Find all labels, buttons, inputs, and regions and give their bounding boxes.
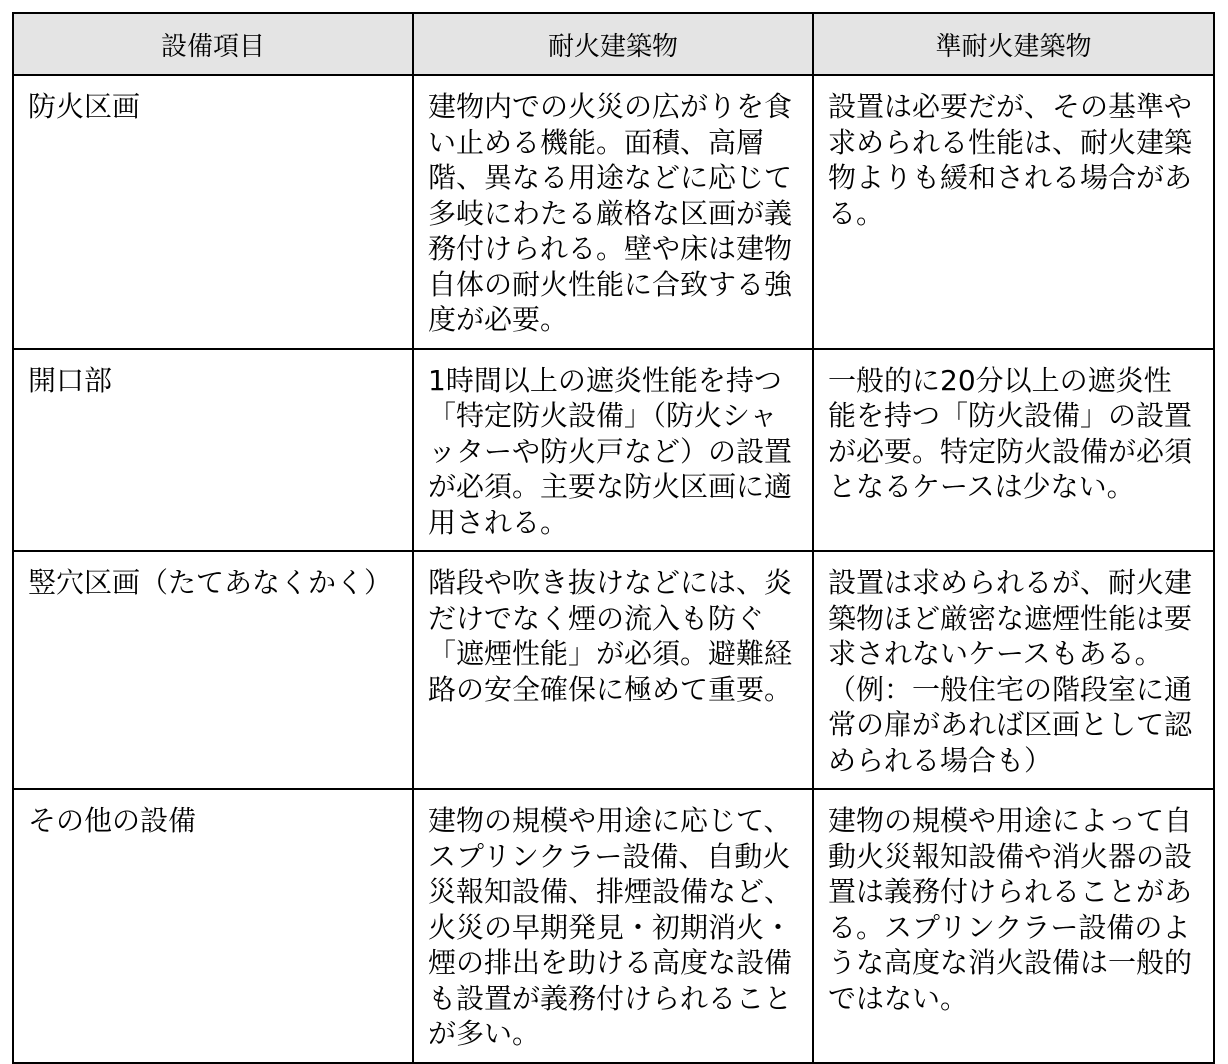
cell-item: 防火区画 [13, 75, 413, 349]
cell-item: 開口部 [13, 349, 413, 552]
header-fireproof-building: 耐火建築物 [413, 13, 813, 75]
comparison-table [12, 12, 1215, 1064]
cell-fireproof: 階段や吹き抜けなどには、炎だけでなく煙の流入も防ぐ「遮煙性能」が必須。避難経路の安全確保に極めて重要。 [413, 551, 813, 789]
comparison-table-wrapper [12, 12, 1215, 1064]
header-equipment-item: 設備項目 [13, 13, 413, 75]
header-quasi-fireproof-building: 準耐火建築物 [813, 13, 1214, 75]
table-row [13, 789, 1214, 1063]
table-row [13, 551, 1214, 789]
cell-fireproof: 建物の規模や用途に応じて、スプリンクラー設備、自動火災報知設備、排煙設備など、火災の早期発見・初期消火・煙の排出を助ける高度な設備も設置が義務付けられることが多い。 [413, 789, 813, 1063]
cell-fireproof: 建物内での火災の広がりを食い止める機能。面積、高層階、異なる用途などに応じて多岐にわたる厳格な区画が義務付けられる。壁や床は建物自体の耐火性能に合致する強度が必要。 [413, 75, 813, 349]
cell-quasi-fireproof: 設置は求められるが、耐火建築物ほど厳密な遮煙性能は要求されないケースもある。（例：一般住宅の階段室に通常の扉があれば区画として認められる場合も） [813, 551, 1214, 789]
table-row [13, 75, 1214, 349]
cell-fireproof: 1時間以上の遮炎性能を持つ「特定防火設備」（防火シャッターや防火戸など）の設置が必須。主要な防火区画に適用される。 [413, 349, 813, 552]
table-row [13, 349, 1214, 552]
cell-item: 竪穴区画（たてあなくかく） [13, 551, 413, 789]
cell-item: その他の設備 [13, 789, 413, 1063]
cell-quasi-fireproof: 設置は必要だが、その基準や求められる性能は、耐火建築物よりも緩和される場合がある。 [813, 75, 1214, 349]
cell-quasi-fireproof: 建物の規模や用途によって自動火災報知設備や消火器の設置は義務付けられることがある。スプリンクラー設備のような高度な消火設備は一般的ではない。 [813, 789, 1214, 1063]
cell-quasi-fireproof: 一般的に20分以上の遮炎性能を持つ「防火設備」の設置が必要。特定防火設備が必須となるケースは少ない。 [813, 349, 1214, 552]
table-header-row [13, 13, 1214, 75]
